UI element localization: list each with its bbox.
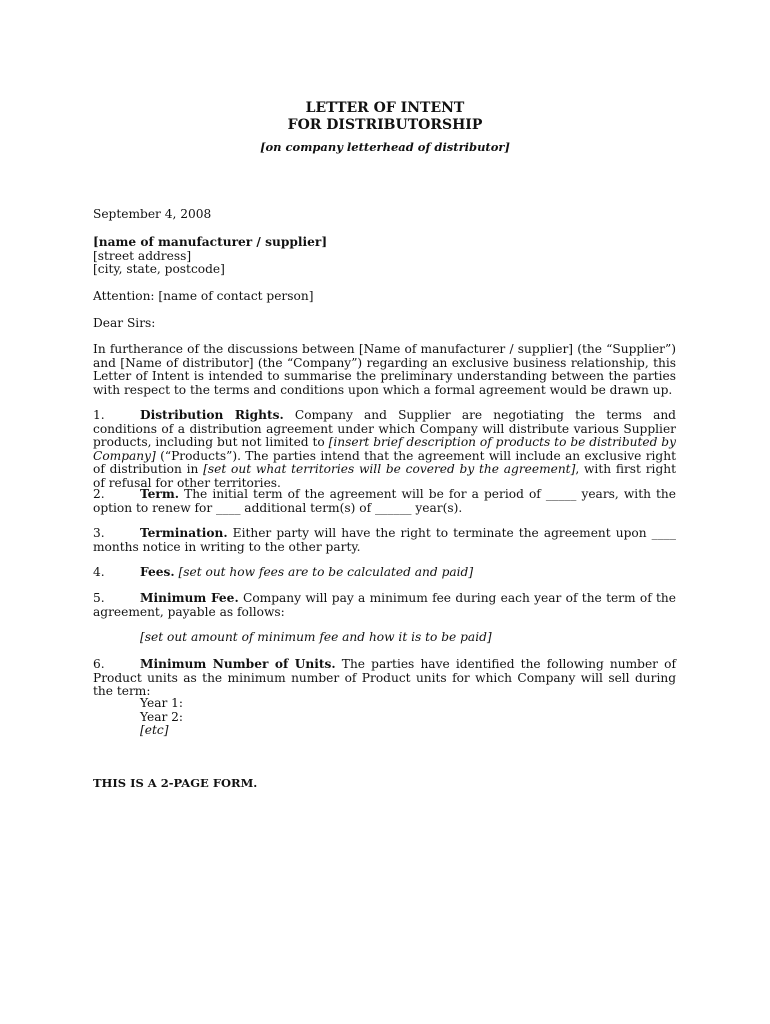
form-page-note: THIS IS A 2-PAGE FORM.: [93, 776, 258, 790]
clause-number: 6.: [93, 657, 105, 671]
recipient-address: [93, 236, 676, 277]
units-year-1: Year 1:: [140, 696, 184, 710]
clause-text: Company will pay a minimum fee during each year of the term of the agreement, payable as follows:: [93, 591, 676, 619]
clause-text: Either party will have the right to terminate the agreement upon ____ months notice in writing to the other party.: [93, 526, 676, 554]
letter-date: September 4, 2008: [93, 207, 212, 221]
clause-5: [93, 592, 676, 619]
intro-paragraph: In furtherance of the discussions between [Name of manufacturer / supplier] (the “Supplier”) and [Name of distributor] (the “Company”) regarding an exclusive business relationship, this Letter of Intent is intended to summarise the preliminary understanding between the parties with respect to the terms and conditions upon which a formal agreement would be drawn up.: [93, 342, 676, 397]
recipient-street: [street address]: [93, 248, 192, 263]
attention-line: Attention: [name of contact person]: [93, 289, 314, 303]
clause-title: Term.: [140, 487, 179, 501]
clause-number: 3.: [93, 526, 105, 540]
clause-title: Minimum Fee.: [140, 591, 239, 605]
recipient-city: [city, state, postcode]: [93, 262, 225, 277]
clause-placeholder: [set out how fees are to be calculated and paid]: [174, 565, 474, 579]
clause-title: Minimum Number of Units.: [140, 657, 336, 671]
clause-3: [93, 527, 676, 554]
clause-number: 1.: [93, 408, 105, 422]
salutation: Dear Sirs:: [93, 316, 156, 330]
clause-text: (“Products”). The parties intend that the agreement will include an exclusive right of distribution in: [93, 448, 676, 477]
units-etc: [etc]: [140, 723, 169, 738]
minimum-fee-placeholder: [set out amount of minimum fee and how it is to be paid]: [140, 630, 492, 644]
clause-title: Distribution Rights.: [140, 408, 284, 422]
units-year-2: Year 2:: [140, 709, 184, 724]
clause-number: 4.: [93, 565, 105, 579]
clause-1: [93, 409, 676, 491]
clause-placeholder: [set out what territories will be covered by the agreement]: [203, 462, 576, 477]
clause-title: Termination.: [140, 526, 228, 540]
document-title-line2: FOR DISTRIBUTORSHIP: [287, 117, 483, 133]
recipient-name: [name of manufacturer / supplier]: [93, 235, 328, 249]
clause-number: 5.: [93, 591, 105, 605]
clause-6: [93, 658, 676, 699]
clause-title: Fees.: [140, 565, 175, 579]
clause-4: [93, 566, 676, 580]
clause-2: [93, 488, 676, 515]
clause-text: Company and Supplier are negotiating the terms and conditions of a distribution agreement under which Company will distribute various Supplier products, including but not limited to: [93, 408, 676, 450]
document-title-line1: LETTER OF INTENT: [305, 100, 465, 116]
clause-text: The parties have identified the following number of Product units as the minimum number of Product units for which Company will sell during the term:: [93, 657, 677, 699]
clause-placeholder: [insert brief description of products to be distributed by Company]: [93, 435, 676, 463]
letterhead-note: [on company letterhead of distributor]: [260, 140, 510, 154]
clause-text: , with first right of refusal for other territories.: [93, 462, 677, 490]
units-list: [140, 697, 676, 738]
clause-number: 2.: [93, 487, 105, 501]
clause-text: The initial term of the agreement will be for a period of _____ years, with the option to renew for ____ additional term(s) of ______ year(s).: [93, 487, 676, 515]
